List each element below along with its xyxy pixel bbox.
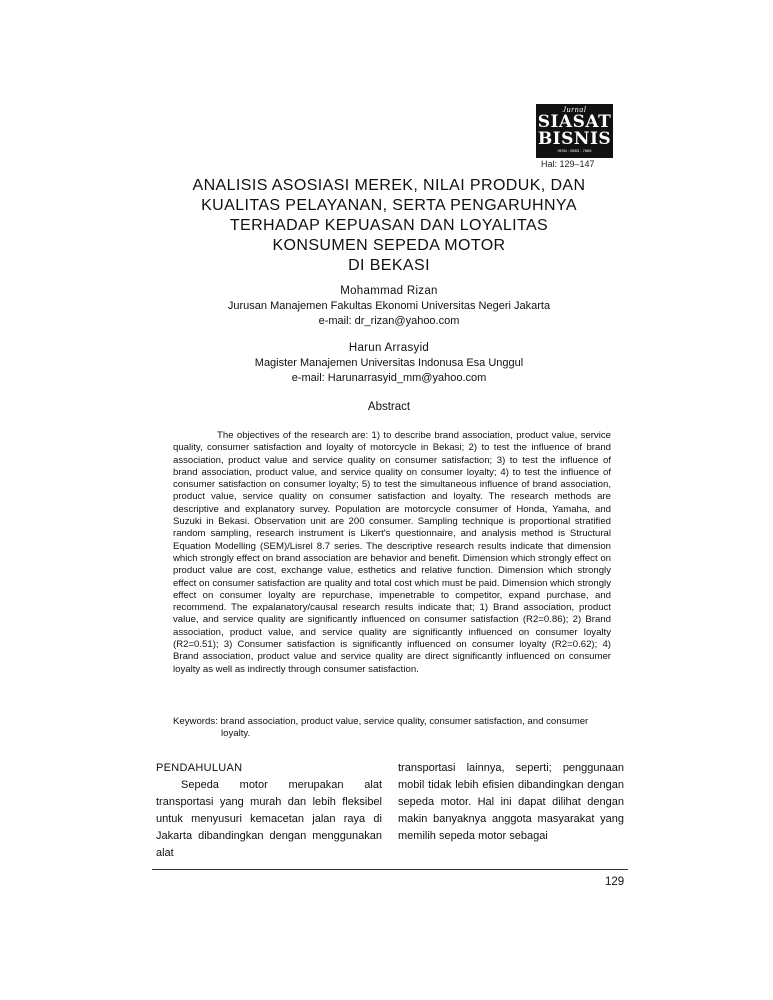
logo-jurnal-text: Jurnal bbox=[562, 105, 587, 114]
body-column-left bbox=[156, 760, 382, 862]
logo-bisnis-text: BISNIS bbox=[537, 129, 612, 149]
keywords bbox=[173, 716, 611, 741]
author-affiliation: Jurusan Manajemen Fakultas Ekonomi Universitas Negeri Jakarta bbox=[227, 300, 551, 312]
title-line: ANALISIS ASOSIASI MEREK, NILAI PRODUK, DAN bbox=[192, 177, 586, 194]
keywords-line: Keywords: brand association, product value, service quality, consumer satisfaction, and consumer bbox=[173, 716, 589, 727]
journal-logo bbox=[536, 104, 613, 158]
author-1 bbox=[150, 284, 628, 329]
body-column-right bbox=[398, 760, 624, 845]
paper-title bbox=[150, 176, 628, 276]
title-line: DI BEKASI bbox=[348, 257, 430, 274]
logo-issn-text: ISSN : 0853 - 7665 bbox=[557, 148, 592, 153]
body-paragraph: Sepeda motor merupakan alat transportasi yang murah dan lebih fleksibel untuk menyusuri kemacetan jalan raya di Jakarta dibandingkan dengan menggunakan alat bbox=[156, 779, 382, 859]
footer-divider bbox=[152, 869, 628, 870]
page-number: 129 bbox=[605, 876, 625, 888]
author-email: e-mail: dr_rizan@yahoo.com bbox=[318, 315, 460, 327]
author-name: Harun Arrasyid bbox=[348, 342, 430, 354]
abstract-body bbox=[173, 430, 611, 676]
section-heading: PENDAHULUAN bbox=[156, 762, 243, 774]
author-affiliation: Magister Manajemen Universitas Indonusa Esa Unggul bbox=[254, 357, 524, 369]
abstract-heading: Abstract bbox=[367, 401, 411, 413]
body-paragraph: transportasi lainnya, seperti; penggunaan mobil tidak lebih efisien dibandingkan dengan sepeda motor. Hal ini dapat dilihat dengan makin banyaknya anggota masyarakat yang memilih sepeda motor sebagai bbox=[398, 762, 624, 842]
title-line: TERHADAP KEPUASAN DAN LOYALITAS bbox=[229, 217, 549, 234]
author-email: e-mail: Harunarrasyid_mm@yahoo.com bbox=[291, 372, 487, 384]
title-line: KONSUMEN SEPEDA MOTOR bbox=[272, 237, 506, 254]
page-range: Hal: 129–147 bbox=[541, 159, 595, 169]
title-line: KUALITAS PELAYANAN, SERTA PENGARUHNYA bbox=[201, 197, 577, 214]
author-2 bbox=[150, 341, 628, 386]
logo-siasat-text: SIASAT bbox=[537, 112, 612, 132]
author-name: Mohammad Rizan bbox=[340, 285, 438, 297]
abstract-text: The objectives of the research are: 1) to describe brand association, product value, service quality, consumer satisfaction and loyalty of motorcycle in Bekasi; 2) to test the influence of brand association, product value and service quality on consumer satisfaction; 3) to test the influence of brand association, product value, and service quality on consumer loyalty; 4) to test the influence of consumer satisfaction on consumer loyalty; 5) to test the simultaneous influence of brand association, product value, service quality on consumer satisfaction and loyalty. The research methods are descriptive and explanatory survey. Population are motorcycle consumer of Honda, Yamaha, and Suzuki in Bekasi. Observation unit are 200 consumer. Sampling technique is proportional stratified random sampling, research instrument is Likert's questionnaire, and analysis method is Structural Equation Modelling (SEM)/Lisrel 8.7 series. The descriptive research results indicate that dimension which strongly effect on brand association are behavior and benefit. Dimension which strongly effect on product value are cost, exchange value, esthetics and relative function. Dimension which strongly effect on consumer satisfaction are quality and total cost which must be paid. Dimension which strongly effect on consumer loyalty are repurchase, impenetrable to competitor, expand purchase, and recommend. The expalanatory/causal research results indicate that; 1) Brand association, product value, and service quality are significantly influenced on consumer satisfaction (R2=0.86); 2) Brand association, product value, and service quality are significantly influenced on consumer loyalty (R2=0.51); 3) Consumer satisfaction is significantly influenced on consumer loyalty (R2=0.62); 4) Brand association, product value and service quality are direct significantly influenced on consumer loyalty as well as indirectly through consumer satisfaction. bbox=[173, 430, 611, 675]
keywords-line: loyalty. bbox=[221, 728, 251, 740]
